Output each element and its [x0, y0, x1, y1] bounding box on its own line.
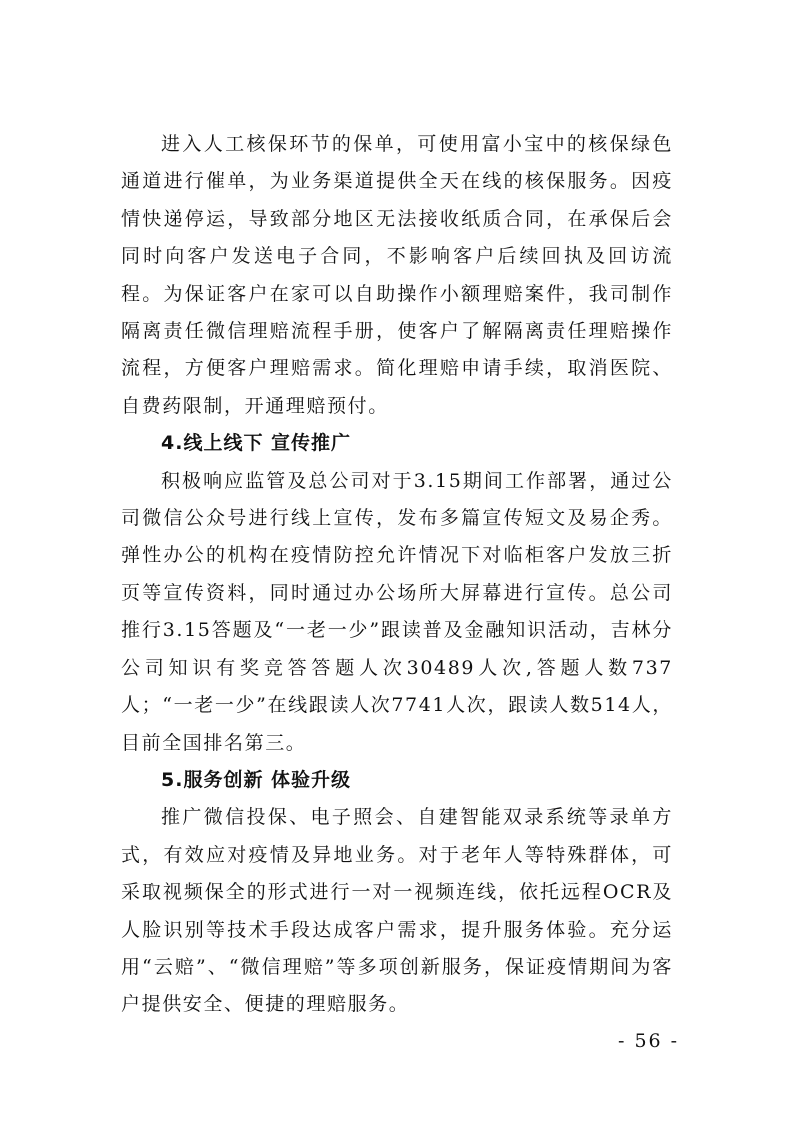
- intro-paragraph: 进入人工核保环节的保单，可使用富小宝中的核保绿色通道进行催单，为业务渠道提供全天在线的核保服务。因疫情快递停运，导致部分地区无法接收纸质合同，在承保后会同时向客户发送电子合同，不影响客户后续回执及回访流程。为保证客户在家可以自助操作小额理赔案件，我司制作隔离责任微信理赔流程手册，使客户了解隔离责任理赔操作流程，方便客户理赔需求。简化理赔申请手续，取消医院、自费药限制，开通理赔预付。: [121, 133, 673, 417]
- section-4-paragraph: 积极响应监管及总公司对于3.15期间工作部署，通过公司微信公众号进行线上宣传，发布多篇宣传短文及易企秀。弹性办公的机构在疫情防控允许情况下对临柜客户发放三折页等宣传资料，同时通过办公场所大屏幕进行宣传。总公司推行3.15答题及“一老一少”跟读普及金融知识活动，吉林分公司知识有奖竞答答题人次30489人次,答题人数737人；“一老一少”在线跟读人次7741人次，跟读人数514人，目前全国排名第三。: [121, 469, 673, 754]
- document-body: [121, 126, 673, 1024]
- section-5-paragraph: 推广微信投保、电子照会、自建智能双录系统等录单方式，有效应对疫情及异地业务。对于老年人等特殊群体，可采取视频保全的形式进行一对一视频连线，依托远程OCR及人脸识别等技术手段达成客户需求，提升服务体验。充分运用“云赔”、“微信理赔”等多项创新服务，保证疫情期间为客户提供安全、便捷的理赔服务。: [121, 806, 673, 1016]
- page-number: - 56 -: [618, 1030, 680, 1052]
- section-5-heading: 5.服务创新 体验升级: [161, 768, 352, 791]
- section-4-heading: 4.线上线下 宣传推广: [161, 432, 352, 455]
